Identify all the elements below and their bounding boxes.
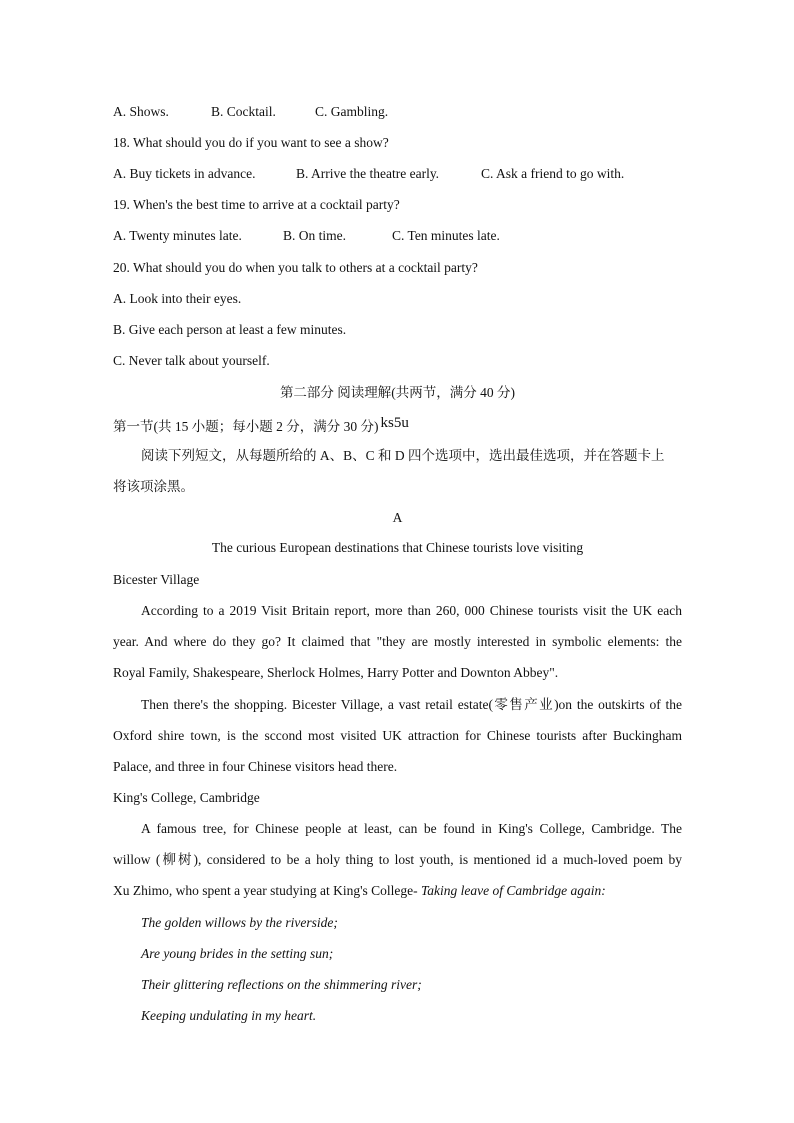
- q18-option-a: A. Buy tickets in advance.: [113, 166, 256, 181]
- p2-line3: Palace, and three in four Chinese visitors head there.: [113, 759, 398, 774]
- q18-option-c: C. Ask a friend to go with.: [481, 166, 625, 181]
- p3-line3: [113, 882, 682, 900]
- p1-line1: According to a 2019 Visit Britain report, more than 260, 000 Chinese tourists visit the UK each: [141, 603, 682, 618]
- poem-line-4: Keeping undulating in my heart.: [141, 1008, 317, 1023]
- part2-title: 第二部分 阅读理解(共两节，满分 40 分): [279, 385, 516, 400]
- heading-bicester-village: Bicester Village: [113, 572, 200, 587]
- q19-option-b: B. On time.: [283, 228, 346, 243]
- q20-question: 20. What should you do when you talk to others at a cocktail party?: [113, 260, 478, 275]
- q20-option-a: A. Look into their eyes.: [113, 291, 242, 306]
- p2-line2: Oxford shire town, is the sccond most visited UK attraction for Chinese tourists after Buckingham: [113, 728, 682, 743]
- q17-option-a: A. Shows.: [113, 104, 169, 119]
- q18-question: 18. What should you do if you want to see a show?: [113, 135, 389, 150]
- p3-line3-text: Xu Zhimo, who spent a year studying at King's College-: [113, 883, 418, 898]
- q19-option-c: C. Ten minutes late.: [392, 228, 500, 243]
- p3-line1: A famous tree, for Chinese people at least, can be found in King's College, Cambridge. The: [141, 821, 682, 836]
- poem-line-2: Are young brides in the setting sun;: [141, 946, 334, 961]
- poem-line-3: Their glittering reflections on the shimmering river;: [141, 977, 422, 992]
- p1-line2: year. And where do they go? It claimed that "they are mostly interested in symbolic elements: the: [113, 634, 682, 649]
- heading-kings-college: King's College, Cambridge: [113, 790, 260, 805]
- section1-text: 第一节(共 15 小题；每小题 2 分，满分 30 分): [113, 419, 379, 434]
- p1-line3: Royal Family, Shakespeare, Sherlock Holmes, Harry Potter and Downton Abbey".: [113, 665, 559, 680]
- p3-line2: willow (柳树), considered to be a holy thing to lost youth, is mentioned id a much-loved poem by: [113, 852, 682, 867]
- q19-option-a: A. Twenty minutes late.: [113, 228, 242, 243]
- instruction-line2: 将该项涂黑。: [113, 479, 194, 494]
- p2-line1: Then there's the shopping. Bicester Village, a vast retail estate(零售产业)on the outskirts of the: [141, 697, 682, 712]
- watermark-text: ks5u: [380, 415, 409, 431]
- q19-options: [113, 227, 682, 245]
- q17-option-b: B. Cocktail.: [211, 104, 276, 119]
- poem-title: Taking leave of Cambridge again:: [421, 883, 606, 898]
- q20-option-c: C. Never talk about yourself.: [113, 353, 270, 368]
- passage-letter: A: [392, 510, 403, 525]
- section1-heading: [113, 414, 682, 436]
- q18-option-b: B. Arrive the theatre early.: [296, 166, 440, 181]
- poem-line-1: The golden willows by the riverside;: [141, 915, 338, 930]
- q18-options: [113, 165, 682, 183]
- passage-title: The curious European destinations that Chinese tourists love visiting: [211, 540, 584, 555]
- instruction-line1: 阅读下列短文，从每题所给的 A、B、C 和 D 四个选项中，选出最佳选项，并在答题卡上: [141, 448, 665, 463]
- q17-option-c: C. Gambling.: [315, 104, 389, 119]
- q19-question: 19. When's the best time to arrive at a cocktail party?: [113, 197, 400, 212]
- q17-options: [113, 103, 682, 121]
- q20-option-b: B. Give each person at least a few minutes.: [113, 322, 347, 337]
